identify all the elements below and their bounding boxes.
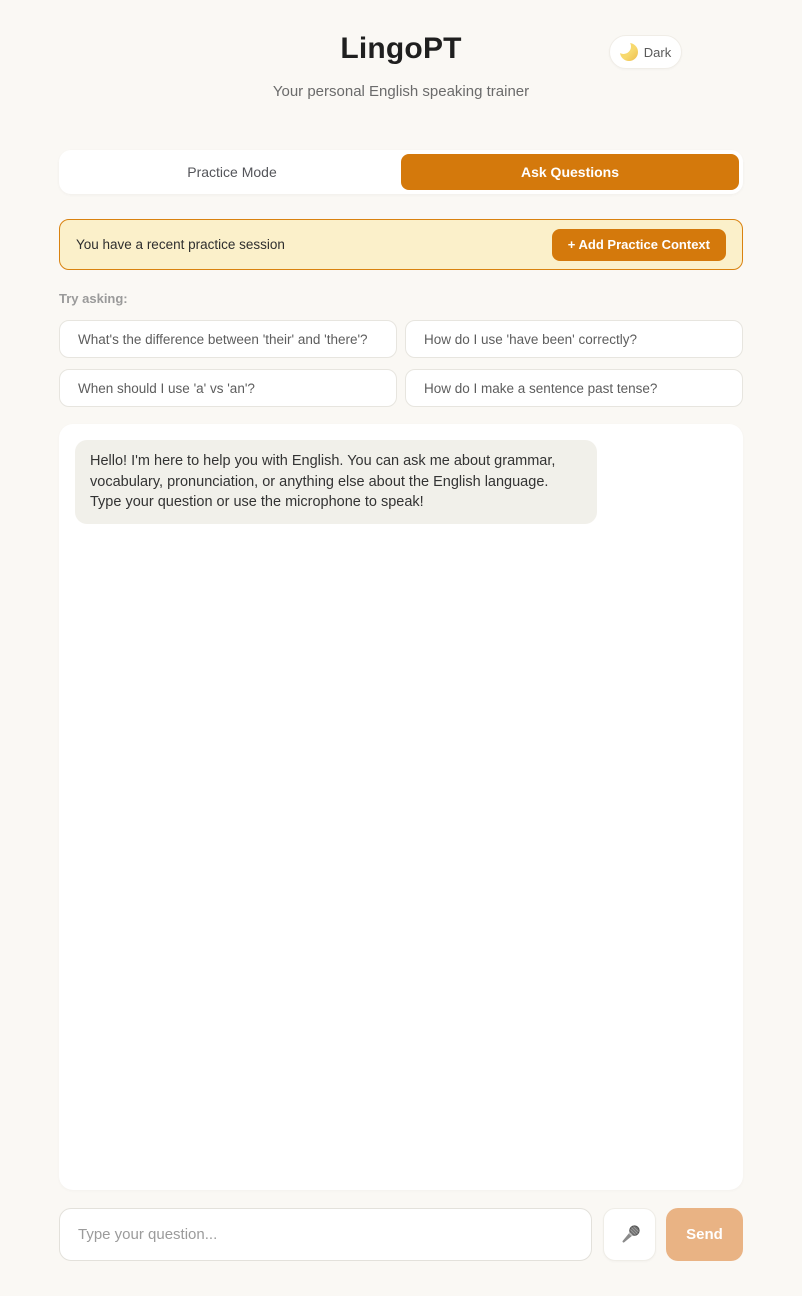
composer [59, 1208, 743, 1261]
suggestion-grid [59, 320, 743, 407]
mode-tabs [59, 150, 743, 194]
moon-icon [620, 43, 638, 61]
theme-toggle-button[interactable] [609, 35, 682, 69]
microphone-icon [611, 1216, 648, 1253]
assistant-message: Hello! I'm here to help you with English. You can ask me about grammar, vocabulary, pronunciation, or anything else about the English language. Type your question or use the microphone to speak! [75, 440, 597, 524]
theme-toggle-label: Dark [643, 44, 672, 60]
banner-message: You have a recent practice session [76, 237, 285, 252]
add-practice-context-button[interactable]: + Add Practice Context [552, 229, 726, 261]
page-subtitle: Your personal English speaking trainer [272, 83, 530, 100]
suggestion-have-been[interactable]: How do I use 'have been' correctly? [405, 320, 743, 358]
try-asking-label: Try asking: [59, 291, 128, 306]
app-container [59, 32, 743, 1261]
suggestion-past-tense[interactable]: How do I make a sentence past tense? [405, 369, 743, 407]
tab-practice-mode[interactable]: Practice Mode [187, 164, 277, 180]
microphone-button[interactable] [603, 1208, 656, 1261]
tab-ask-questions[interactable]: Ask Questions [401, 154, 739, 190]
practice-session-banner [59, 219, 743, 270]
page-title: LingoPT [340, 32, 462, 65]
suggestion-a-vs-an[interactable]: When should I use 'a' vs 'an'? [59, 369, 397, 407]
chat-panel [59, 424, 743, 1190]
send-button[interactable]: Send [666, 1208, 743, 1261]
suggestion-their-there[interactable]: What's the difference between 'their' and 'there'? [59, 320, 397, 358]
question-input[interactable] [59, 1208, 592, 1261]
